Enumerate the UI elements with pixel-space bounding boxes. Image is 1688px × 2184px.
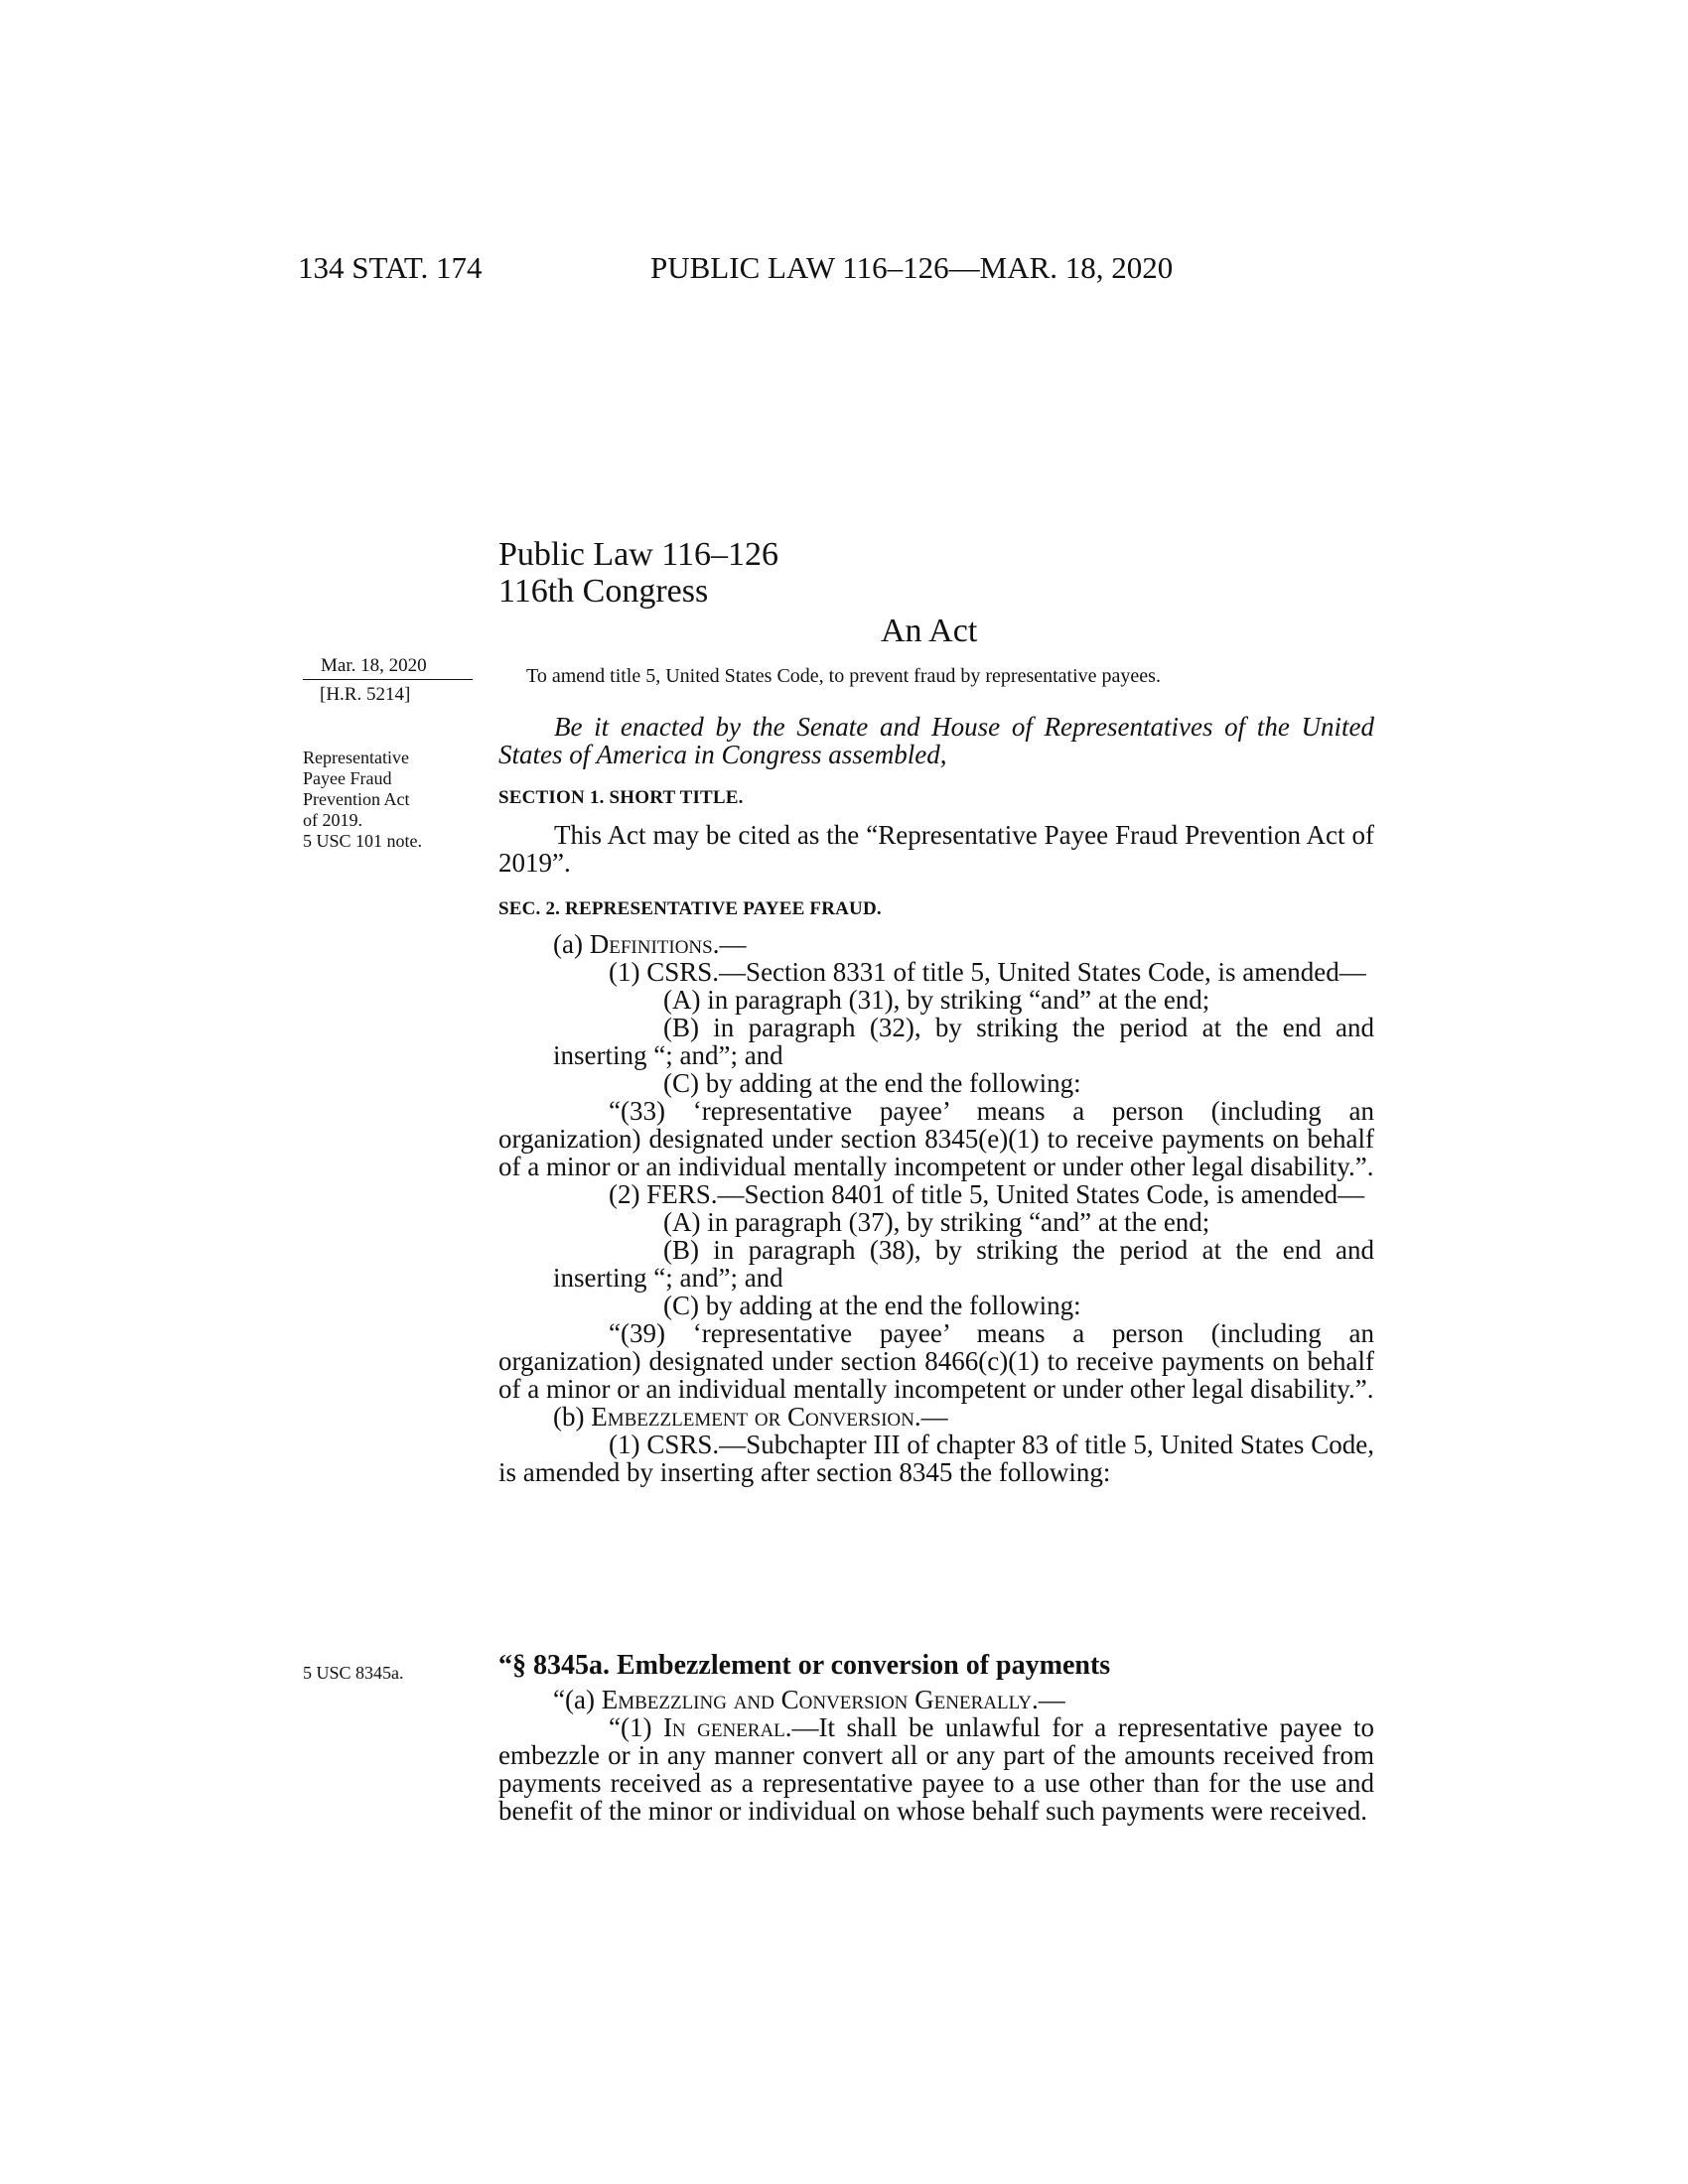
section-1-heading: SECTION 1. SHORT TITLE. [498, 787, 744, 808]
subsection-a-heading: (a) Definitions.— [553, 929, 747, 959]
law-date-header: PUBLIC LAW 116–126—MAR. 18, 2020 [650, 250, 1174, 285]
purpose-line: To amend title 5, United States Code, to prevent fraud by representative payees. [526, 665, 1161, 687]
enacting-clause: Be it enacted by the Senate and House of Representatives of the United States of America in Congress assembled, [498, 712, 1374, 769]
margin-section-note: 5 USC 8345a. [303, 1663, 404, 1683]
margin-note-line: Prevention Act [303, 789, 410, 809]
public-law-title: Public Law 116–126 [498, 536, 779, 573]
clause-a1-C: (C) by adding at the end the following: [663, 1068, 1081, 1098]
margin-note-line: Representative [303, 748, 409, 767]
margin-note-line: of 2019. [303, 810, 362, 830]
section-8345a-heading: “§ 8345a. Embezzlement or conversion of payments [498, 1650, 1111, 1681]
margin-short-title-note [303, 748, 472, 852]
paragraph-b1: (1) CSRS.—Subchapter III of chapter 83 of title 5, United States Code, is amended by inserting after section 8345 the following: [498, 1430, 1374, 1487]
stat-reference: 134 STAT. 174 [298, 250, 483, 285]
section-2-heading: SEC. 2. REPRESENTATIVE PAYEE FRAUD. [498, 898, 882, 919]
clause-a2-B: (B) in paragraph (38), by striking the period at the end and inserting “; and”; and [553, 1235, 1374, 1293]
paragraph-a2: (2) FERS.—Section 8401 of title 5, United States Code, is amended— [609, 1179, 1365, 1209]
margin-date: Mar. 18, 2020 [321, 655, 427, 676]
section-1-text: This Act may be cited as the “Representative Payee Fraud Prevention Act of 2019”. [498, 820, 1374, 878]
subsection-8345a-a-heading: “(a) Embezzling and Conversion Generally.— [553, 1685, 1065, 1714]
paragraph-a1: (1) CSRS.—Section 8331 of title 5, United States Code, is amended— [609, 957, 1366, 987]
clause-a2-C: (C) by adding at the end the following: [663, 1291, 1081, 1320]
congress-label: 116th Congress [498, 573, 709, 610]
margin-bill-number: [H.R. 5214] [320, 684, 411, 705]
quoted-definition-39: “(39) ‘representative payee’ means a person (including an organization) designated under section 8466(c)(1) to receive payments on behalf of a minor or an individual mentally incompetent or under other legal disability.”. [498, 1318, 1374, 1404]
clause-a2-A: (A) in paragraph (37), by striking “and” at the end; [663, 1207, 1210, 1237]
margin-divider [303, 679, 473, 680]
act-label: An Act [881, 613, 978, 649]
paragraph-8345a-a1: “(1) In general.—It shall be unlawful for a representative payee to embezzle or in any manner convert all or any part of the amounts received from payments received as a representative payee to a use other than for the use and benefit of the minor or individual on whose behalf such payments were received. [498, 1712, 1375, 1826]
subsection-b-heading: (b) Embezzlement or Conversion.— [553, 1402, 948, 1432]
quoted-definition-33: “(33) ‘representative payee’ means a person (including an organization) designated under section 8345(e)(1) to receive payments on behalf of a minor or an individual mentally incompetent or under other legal disability.”. [498, 1096, 1374, 1181]
clause-a1-A: (A) in paragraph (31), by striking “and” at the end; [663, 985, 1210, 1015]
clause-a1-B: (B) in paragraph (32), by striking the period at the end and inserting “; and”; and [553, 1013, 1374, 1070]
section-8345a-body [498, 1686, 1374, 1825]
margin-note-line: Payee Fraud [303, 768, 392, 788]
margin-note-line: 5 USC 101 note. [303, 831, 423, 851]
section-2-body [498, 930, 1374, 1486]
